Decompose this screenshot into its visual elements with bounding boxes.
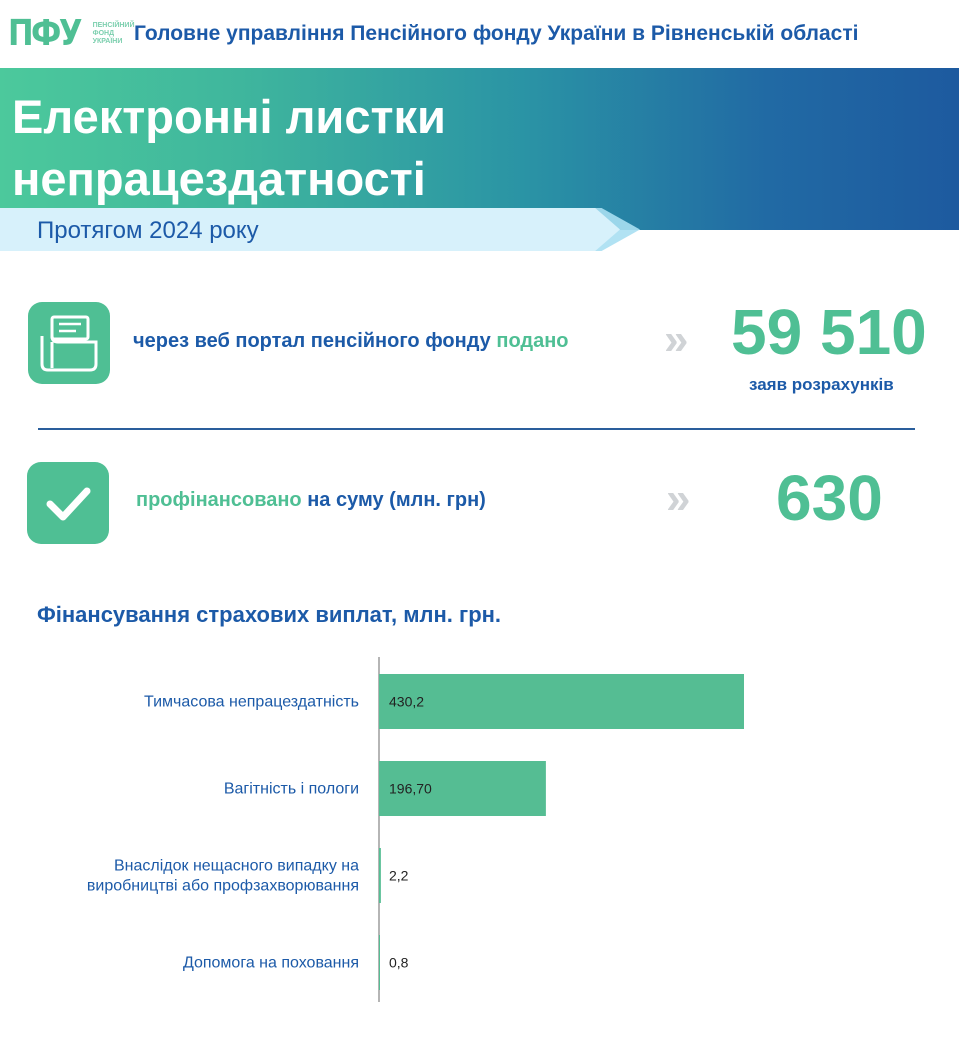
bar-3[interactable] — [379, 935, 380, 990]
section-divider — [38, 428, 915, 430]
organization-title: Головне управління Пенсійного фонду України в Рівненській області — [134, 22, 859, 45]
document-icon — [28, 302, 110, 384]
category-label-line: Тимчасова непрацездатність — [144, 693, 359, 711]
stat-submitted-label: через веб портал пенсійного фонду подано — [133, 330, 569, 352]
category-label-line: Вагітність і пологи — [223, 780, 359, 798]
stat-financed-label: профінансовано на суму (млн. грн) — [136, 489, 486, 511]
bar-value-label-1: 196,70 — [389, 780, 432, 797]
category-label-2 — [87, 858, 359, 895]
double-chevron-right-icon: » — [664, 315, 679, 364]
category-label-0 — [144, 694, 359, 711]
chart-title: Фінансування страхових виплат, млн. грн. — [37, 602, 502, 627]
period-label: Протягом 2024 року — [37, 217, 259, 244]
double-chevron-right-icon: » — [666, 474, 681, 523]
bar-chart — [0, 655, 959, 1005]
stat-submitted-value: 59 510 — [731, 296, 927, 368]
stat-submitted-unit: заяв розрахунків — [749, 375, 894, 394]
period-ribbon — [0, 208, 640, 251]
title-banner — [0, 68, 959, 230]
logo-subtitle: ПЕНСІЙНИЙ ФОНД УКРАЇНИ — [92, 22, 135, 45]
pfu-logo[interactable] — [8, 12, 135, 56]
logo-mark: ПФУ — [8, 13, 80, 54]
category-label-line: виробництві або профзахворювання — [86, 877, 359, 895]
category-label-1 — [224, 781, 359, 798]
checkmark-icon — [27, 462, 109, 544]
category-label-3 — [183, 955, 359, 972]
bar-value-label-0: 430,2 — [389, 693, 425, 710]
bar-0[interactable] — [379, 674, 744, 729]
top-header — [0, 0, 959, 68]
stat-financed-value: 630 — [776, 462, 883, 534]
category-label-line: Внаслідок нещасного випадку на — [113, 857, 359, 875]
category-label-line: Допомога на поховання — [182, 954, 359, 972]
bar-value-label-2: 2,2 — [389, 867, 409, 884]
page-title: Електронні листки непрацездатності — [12, 90, 446, 205]
bar-value-label-3: 0,8 — [389, 954, 409, 971]
bar-2[interactable] — [379, 848, 381, 903]
